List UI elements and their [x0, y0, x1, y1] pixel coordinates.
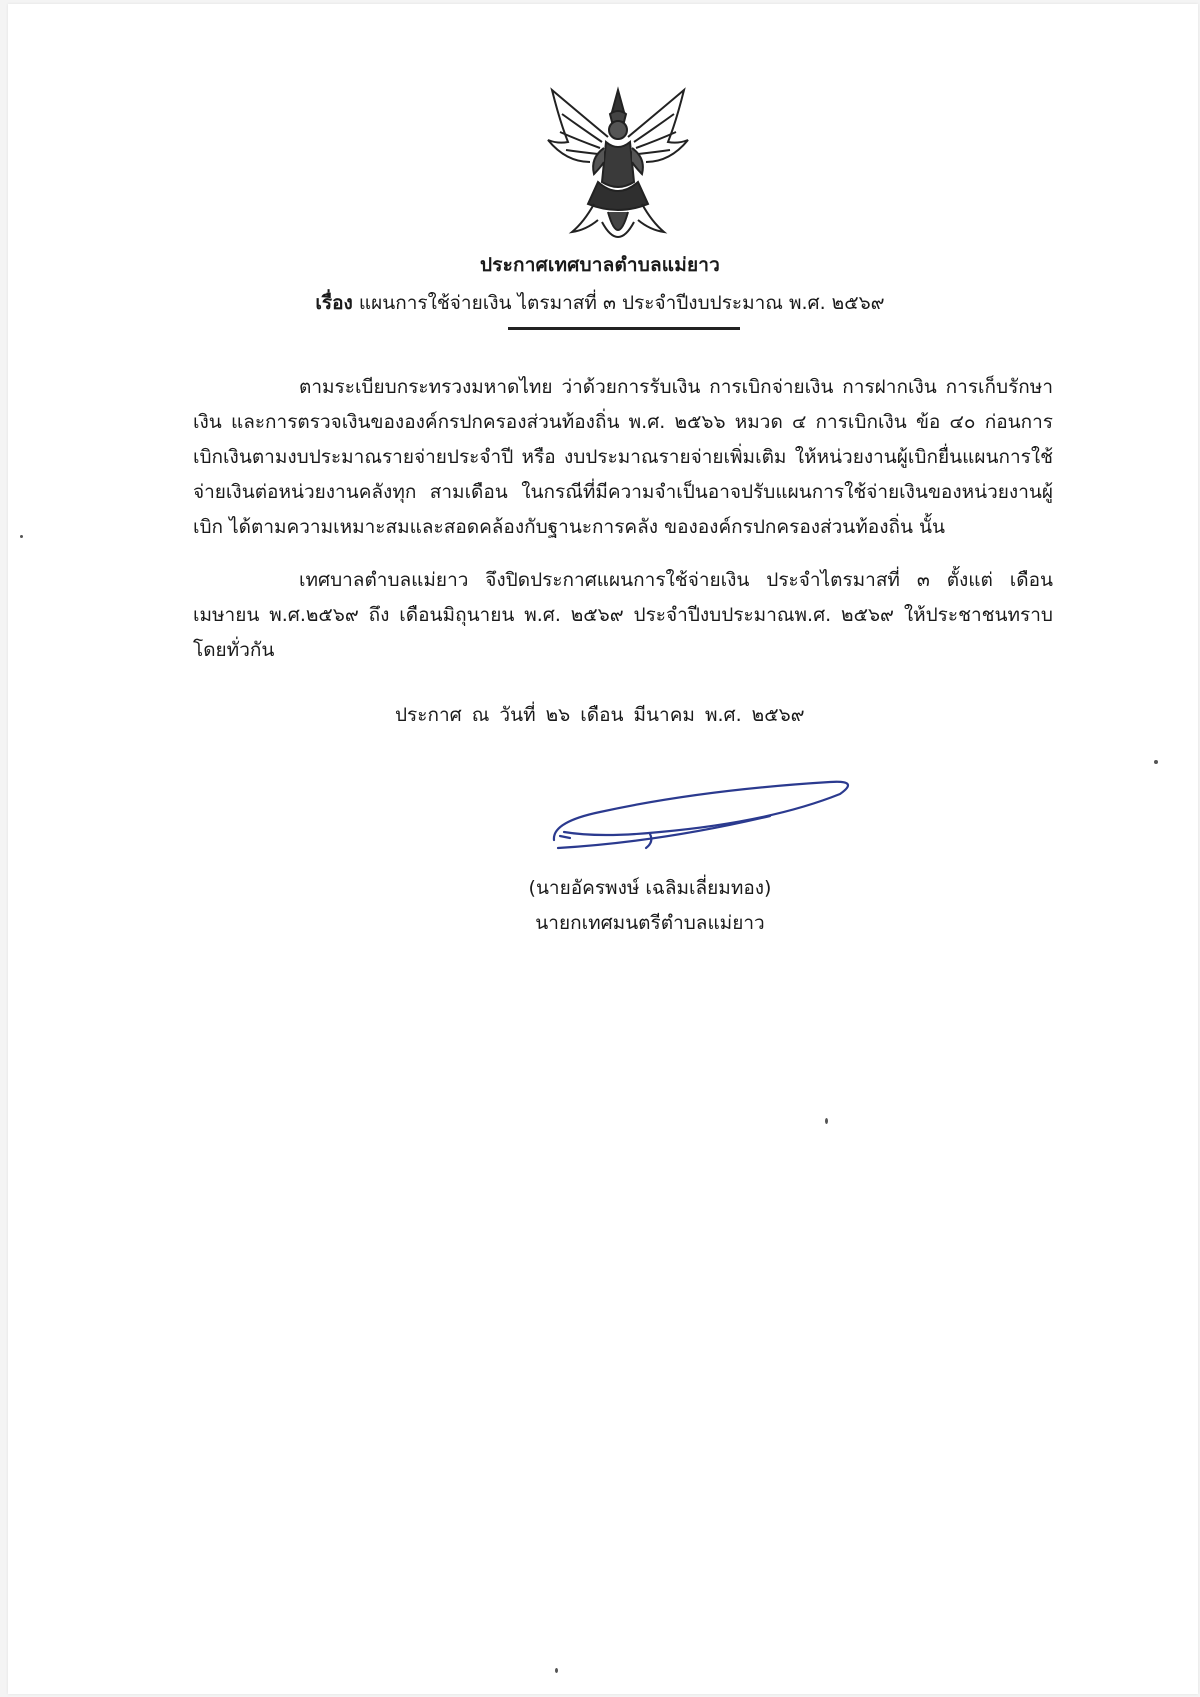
- announcement-title: ประกาศเทศบาลตำบลแม่ยาว: [479, 254, 721, 276]
- title-divider: [508, 327, 740, 330]
- signature-icon: [540, 770, 870, 860]
- body-paragraph-1: [193, 370, 1053, 545]
- signatory-name: (นายอัครพงษ์ เฉลิมเลี่ยมทอง): [528, 877, 772, 899]
- scan-speck: [825, 1118, 828, 1124]
- subject-text: แผนการใช้จ่ายเงิน ไตรมาสที่ ๓ ประจำปีงบประมาณ พ.ศ. ๒๕๖๙: [358, 292, 885, 314]
- signatory-title: นายกเทศมนตรีตำบลแม่ยาว: [535, 912, 765, 934]
- scan-speck: [20, 535, 23, 538]
- announcement-date: ประกาศ ณ วันที่ ๒๖ เดือน มีนาคม พ.ศ. ๒๕๖๙: [395, 704, 805, 726]
- paragraph-1-text: ตามระเบียบกระทรวงมหาดไทย ว่าด้วยการรับเงิน การเบิกจ่ายเงิน การฝากเงิน การเก็บรักษาเงิน และการตรวจเงินขององค์กรปกครองส่วนท้องถิ่น พ.ศ. ๒๕๖๖ หมวด ๔ การเบิกเงิน ข้อ ๔๐ ก่อนการเบิกเงินตามงบประมาณรายจ่ายประจำปี หรือ งบประมาณรายจ่ายเพิ่มเติม ให้หน่วยงานผู้เบิกยื่นแผนการใช้จ่ายเงินต่อหน่วยงานคลังทุก สามเดือน ในกรณีที่มีความจำเป็นอาจปรับแผนการใช้จ่ายเงินของหน่วยงานผู้เบิก ได้ตามความเหมาะสมและสอดคล้องกับฐานะการคลัง ขององค์กรปกครองส่วนท้องถิ่น นั้น: [193, 376, 1053, 538]
- paragraph-2-text: เทศบาลตำบลแม่ยาว จึงปิดประกาศแผนการใช้จ่ายเงิน ประจำไตรมาสที่ ๓ ตั้งแต่ เดือนเมษายน พ.ศ.๒๕๖๙ ถึง เดือนมิถุนายน พ.ศ. ๒๕๖๙ ประจำปีงบประมาณพ.ศ. ๒๕๖๙ ให้ประชาชนทราบโดยทั่วกัน: [193, 569, 1053, 661]
- scan-speck: [555, 1668, 558, 1673]
- body-paragraph-2: [193, 563, 1053, 668]
- announcement-subject: [0, 288, 1200, 318]
- scan-speck: [1154, 760, 1158, 764]
- garuda-emblem-icon: [538, 82, 698, 252]
- subject-label: เรื่อง: [315, 292, 353, 314]
